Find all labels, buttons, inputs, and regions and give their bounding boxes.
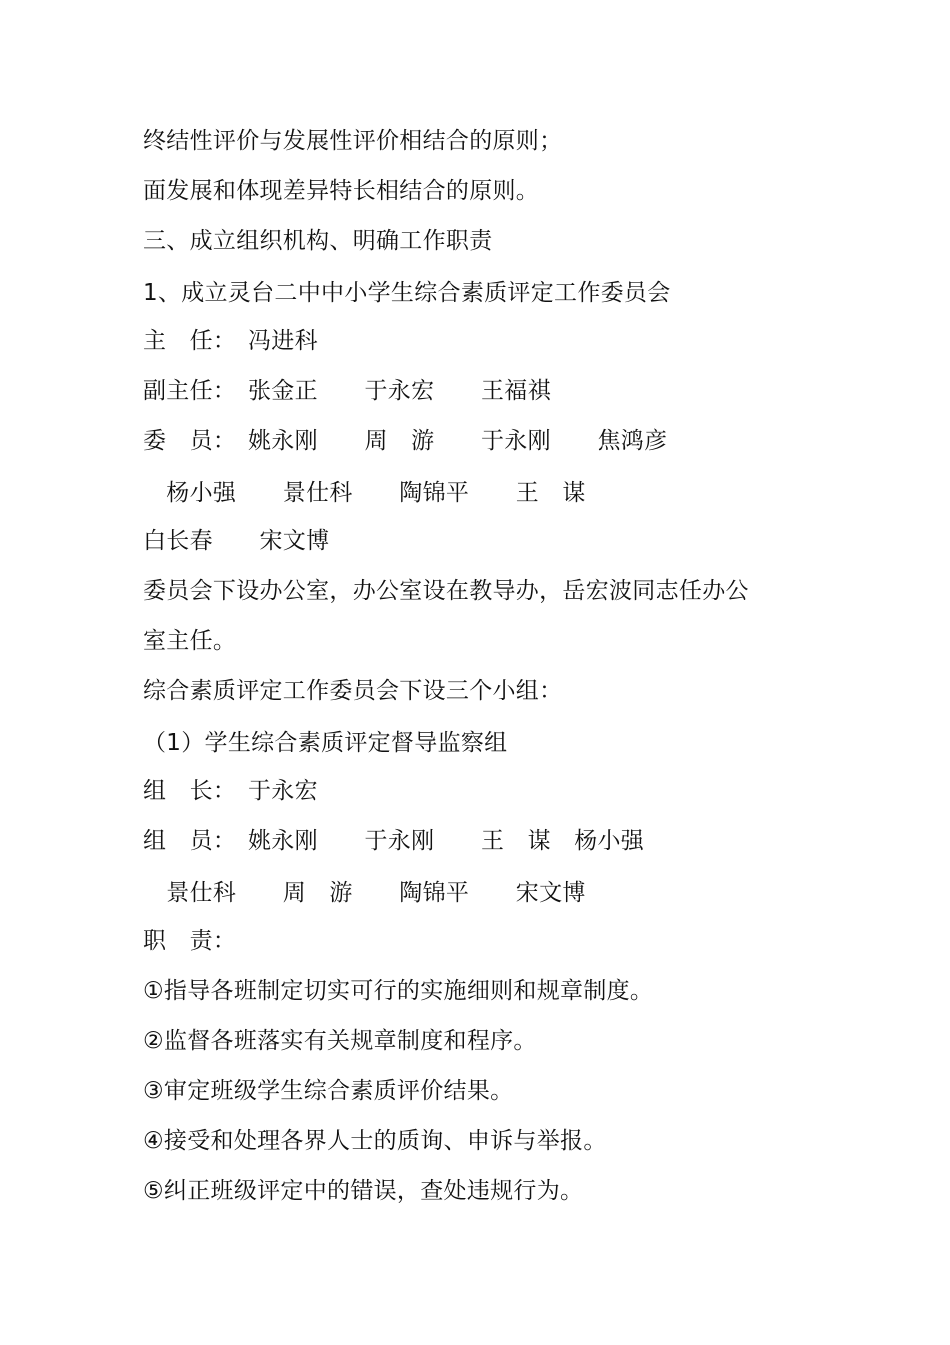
- duty-item: ①指导各班制定切实可行的实施细则和规章制度。: [143, 978, 654, 1004]
- duty-item: ③审定班级学生综合素质评价结果。: [143, 1078, 514, 1104]
- duty-item: ⑤纠正班级评定中的错误，查处违规行为。: [143, 1178, 584, 1204]
- group-heading: （1）学生综合素质评定督导监察组: [143, 730, 508, 756]
- subsection-heading: 1、成立灵台二中中小学生综合素质评定工作委员会: [143, 280, 671, 306]
- duty-item: ④接受和处理各界人士的质询、申诉与举报。: [143, 1128, 607, 1154]
- deputy-director-line: 副主任： 张金正 于永宏 王福祺: [143, 378, 551, 404]
- duties-heading: 职 责：: [143, 928, 237, 954]
- paragraph-line: 综合素质评定工作委员会下设三个小组：: [143, 678, 563, 704]
- committee-members-continued: 白长春 宋文博: [143, 528, 330, 554]
- committee-members-continued: 杨小强 景仕科 陶锦平 王 谋: [143, 480, 586, 506]
- paragraph-line: 面发展和体现差异特长相结合的原则。: [143, 178, 540, 204]
- duty-item: ②监督各班落实有关规章制度和程序。: [143, 1028, 537, 1054]
- director-line: 主 任： 冯进科: [143, 328, 318, 354]
- section-heading: 三、成立组织机构、明确工作职责: [143, 228, 493, 254]
- paragraph-line: 室主任。: [143, 628, 237, 654]
- committee-members-line: 委 员： 姚永刚 周 游 于永刚 焦鸿彦: [143, 428, 668, 454]
- group-members-continued: 景仕科 周 游 陶锦平 宋文博: [143, 880, 586, 906]
- paragraph-line: 终结性评价与发展性评价相结合的原则；: [143, 128, 563, 154]
- group-members-line: 组 员： 姚永刚 于永刚 王 谋 杨小强: [143, 828, 645, 854]
- paragraph-line: 委员会下设办公室，办公室设在教导办，岳宏波同志任办公: [143, 578, 749, 604]
- group-leader-line: 组 长： 于永宏: [143, 778, 318, 804]
